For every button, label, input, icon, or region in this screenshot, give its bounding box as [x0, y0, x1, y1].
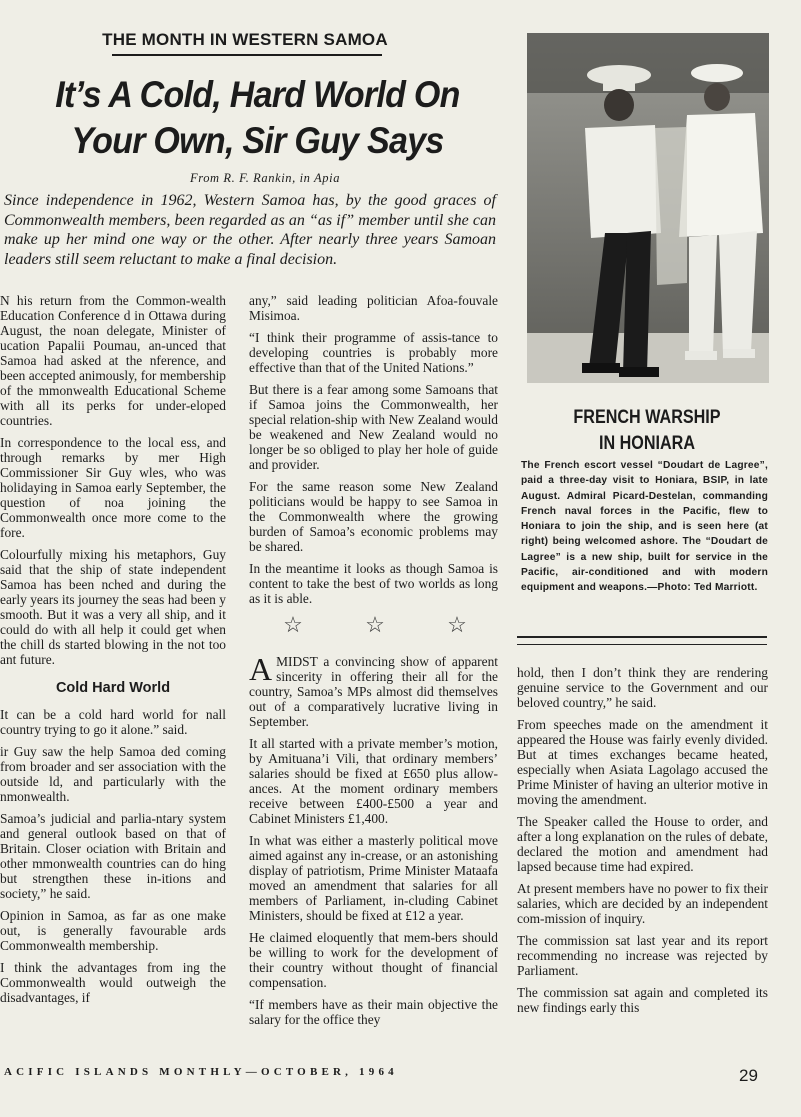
page-number: 29 — [739, 1066, 758, 1085]
section-separator — [252, 612, 498, 638]
headline-line-2: Your Own, Sir Guy Says — [71, 120, 444, 161]
headline — [39, 72, 476, 164]
star-icon: ☆ — [365, 612, 385, 637]
section-title: THE MONTH IN WESTERN SAMOA — [102, 30, 388, 49]
photo-warship-welcome — [527, 33, 769, 383]
article-column-1 — [0, 293, 226, 1012]
paragraph: For the same reason some New Zealand politicians would be happy to see Samoa in the Commonwealth where the growing burden of Samoa’s economic problems may be shared. — [249, 479, 498, 554]
section-title-rule — [112, 54, 382, 56]
photo-image — [527, 33, 769, 383]
star-icon: ☆ — [447, 612, 467, 637]
paragraph: From speeches made on the amendment it appeared the House was fairly evenly divided. But at times exchanges became heated, especially when Asiata Lagolago accused the Prime Minister of having an ulterior motive in moving the amendment. — [517, 717, 768, 807]
article-column-4 — [517, 665, 768, 1022]
paragraph: The commission sat again and completed its new findings early this — [517, 985, 768, 1015]
photo-caption: The French escort vessel “Doudart de Lagree”, paid a three-day visit to Honiara, BSIP, in late August. Admiral Picard-Destelan, commanding French naval forces in the Pacific, flew to Honiara to join the ship, and is seen here (at right) being welcomed ashore. The “Doudart de Lagree” is a new ship, built for service in the Pacific, air-conditioned and with modern equipment and weapons.—Photo: Ted Marriott. — [521, 460, 768, 594]
paragraph: “I think their programme of assis-tance to developing countries is probably more effective than that of the United Nations.” — [249, 330, 498, 375]
star-icon: ☆ — [283, 612, 303, 637]
paragraph — [249, 651, 498, 729]
magazine-footer: ACIFIC ISLANDS MONTHLY—OCTOBER, 1964 — [4, 1066, 398, 1078]
standfirst: Since independence in 1962, Western Samoa has, by the good graces of Commonwealth members, been regarded as an “as if” member until she can make up her mind one way or the other. After nearly three years Samoan leaders still seem reluctant to make a final decision. — [4, 192, 496, 268]
subheading: Cold Hard World — [55, 680, 171, 696]
paragraph: hold, then I don’t think they are rendering genuine service to the Government and our beloved country,” he said. — [517, 665, 768, 710]
paragraph: He claimed eloquently that mem-bers should be willing to work for the development of their country without thought of financial compensation. — [249, 930, 498, 990]
paragraph: In correspondence to the local ess, and through remarks by mer High Commissioner Sir Guy wles, who was holidaying in Samoa early September, the question of noa joining the Commonwealth once more come to the fore. — [0, 435, 226, 540]
byline: From R. F. Rankin, in Apia — [189, 171, 341, 185]
drop-cap: A — [249, 651, 273, 687]
paragraph: ir Guy saw the help Samoa ded coming from broader and ser association with the outside ld, and particularly with the nmonwealth. — [0, 744, 226, 804]
paragraph: Colourfully mixing his metaphors, Guy said that the ship of state independent Samoa has been nched and during the early years its journey the seas had been y smooth. But it was a very all ship, and it could do with all help it could get when the chill ds started blowing in the not too ant future. — [0, 547, 226, 667]
paragraph: In the meantime it looks as though Samoa is content to take the best of two worlds as long as it is able. — [249, 561, 498, 606]
paragraph: I think the advantages from ing the Commonwealth would outweigh the disadvantages, if — [0, 960, 226, 1005]
paragraph: It can be a cold hard world for nall country trying to go it alone.” said. — [0, 707, 226, 737]
paragraph: It all started with a private member’s motion, by Amituana’i Vili, that ordinary members’ salaries should be fixed at £650 plus allow-ances. At the moment ordinary members receive between £400-£500 a year and Cabinet Ministers £1,400. — [249, 736, 498, 826]
paragraph: The Speaker called the House to order, and after a long explanation on the rules of debate, declared the motion and amendment had lapsed because time had expired. — [517, 814, 768, 874]
photo-caption-title — [548, 405, 747, 457]
article-column-3 — [249, 651, 498, 1034]
paragraph: Opinion in Samoa, as far as one make out, is generally favourable ards Commonwealth membership. — [0, 908, 226, 953]
headline-line-1: It’s A Cold, Hard World On — [55, 74, 460, 115]
paragraph: But there is a fear among some Samoans that if Samoa joins the Commonwealth, her special relation-ship with New Zealand would be weakened and New Zealand would no longer be so obliged to play her hole of guide and provider. — [249, 382, 498, 472]
caption-title-line-1: FRENCH WARSHIP — [573, 407, 721, 428]
caption-rule — [517, 636, 767, 645]
paragraph: The commission sat last year and its report recommending no increase was rejected by Parliament. — [517, 933, 768, 978]
paragraph: N his return from the Common-wealth Education Conference d in Ottawa during August, the noan delegate, Minister of ucation Papalii Poumau, an-unced that Samoa had asked at the nference, and been accepted animously, for membership of the mmonwealth Educational Scheme with all its perks for under-eloped countries. — [0, 293, 226, 428]
caption-title-line-2: IN HONIARA — [598, 433, 695, 454]
paragraph: Samoa’s judicial and parlia-ntary system and general outlook based on that of Britain. Closer ociation with Britain and other mmonwealth countries can do hing but strengthen these in-itions and society,” he said. — [0, 811, 226, 901]
paragraph: In what was either a masterly political move aimed against any in-crease, or an astonishing display of patriotism, Prime Minister Mataafa moved an amendment that salaries for all members of Parliament, in-cluding Cabinet Ministers, should be fixed at £12 a year. — [249, 833, 498, 923]
paragraph: any,” said leading politician Afoa-fouvale Misimoa. — [249, 293, 498, 323]
paragraph: “If members have as their main objective the salary for the office they — [249, 997, 498, 1027]
article-column-2 — [249, 293, 498, 613]
paragraph-text: MIDST a convincing show of apparent sincerity in offering their all for the country, Samoa’s MPs almost did themselves out of a comparatively lucrative living in September. — [249, 654, 498, 729]
paragraph: At present members have no power to fix their salaries, which are decided by an independent com-mission of inquiry. — [517, 881, 768, 926]
